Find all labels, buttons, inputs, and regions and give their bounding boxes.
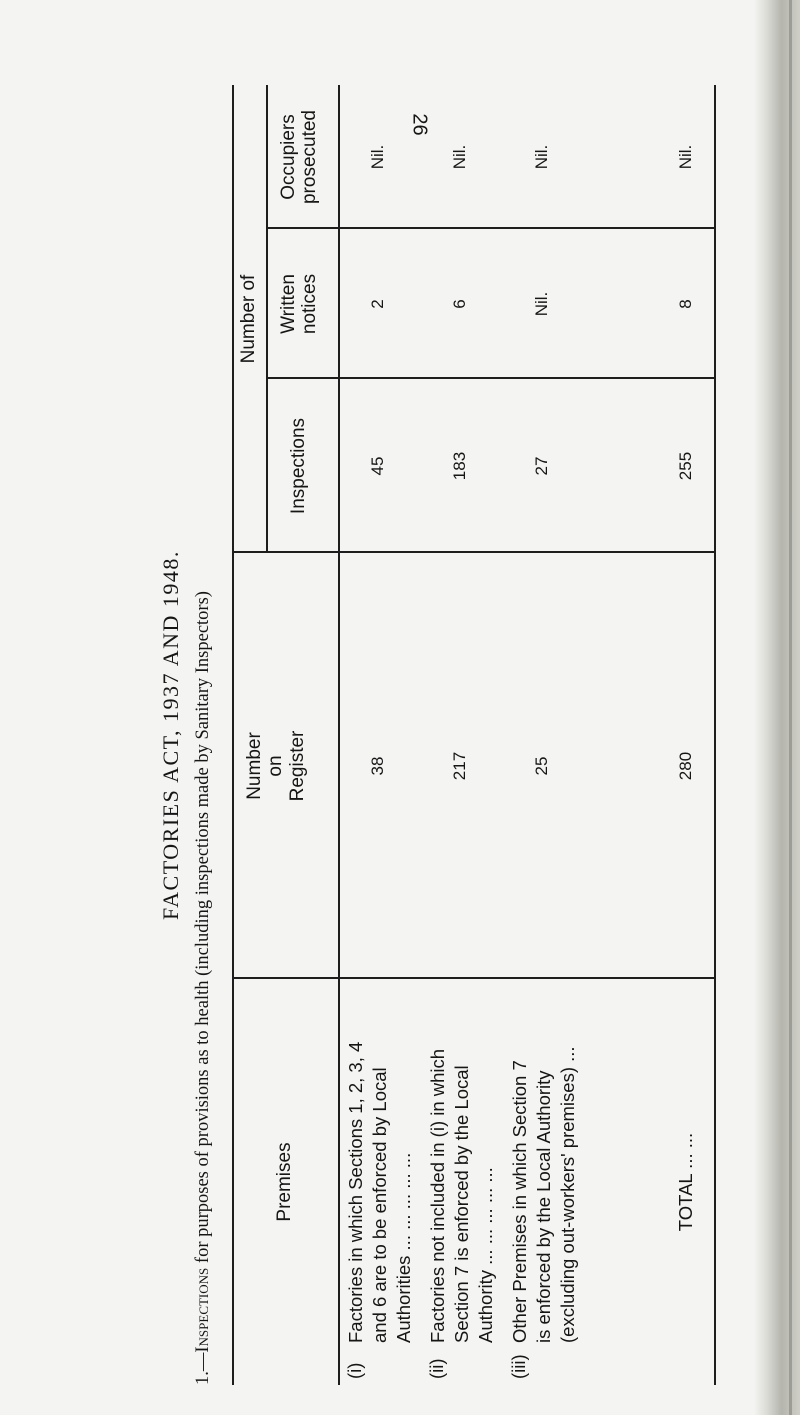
table-row-premises (344, 983, 424, 1379)
total-inspections: 255 (676, 451, 695, 481)
row-inspections: 45 (368, 456, 387, 476)
row-number-on-register: 38 (368, 756, 387, 776)
row-premises-text (426, 987, 498, 1343)
premises-line: Other Premises in which Section 7 (509, 1060, 530, 1343)
premises-line: Section 7 is enforced by the Local (451, 1065, 472, 1343)
header-inspections: Inspections (288, 417, 309, 515)
row-written-notices: 2 (368, 299, 387, 309)
row-index: (ii) (426, 1358, 447, 1379)
premises-line: (excluding out-workers' premises) ... (557, 1046, 578, 1343)
premises-line: and 6 are to be enforced by Local (369, 1067, 390, 1343)
premises-line: is enforced by the Local Authority (533, 1070, 554, 1343)
subheading-rest: for purposes of provisions as to health (including inspections made by Sanitary Inspectors) (193, 591, 213, 1268)
page-heading: FACTORIES ACT, 1937 AND 1948. (158, 550, 183, 920)
header-register-line-1: Number (244, 732, 265, 800)
total-number-on-register: 280 (676, 751, 695, 781)
row-premises-text (344, 987, 416, 1343)
subheading-title: Inspections (193, 1267, 213, 1353)
row-premises-text (508, 987, 580, 1343)
total-label: TOTAL ... ... (675, 1132, 696, 1232)
header-notices-line-1: Written (278, 274, 299, 334)
page-number: 26 (408, 113, 431, 136)
row-written-notices: 6 (450, 299, 469, 309)
inspections-table (232, 85, 716, 1385)
total-written-notices: 8 (676, 299, 695, 309)
subheading-prefix: 1.— (193, 1352, 213, 1385)
header-occupiers-prosecuted (278, 85, 321, 229)
header-notices-line-2: notices (299, 273, 321, 335)
table-row-premises (508, 983, 588, 1379)
row-written-notices: Nil. (532, 291, 551, 317)
table-top-rule (232, 85, 234, 1385)
row-occupiers-prosecuted: Nil. (368, 144, 387, 170)
row-number-on-register: 217 (450, 751, 469, 781)
rotated-page-content (156, 85, 716, 1385)
column-rule-notices (266, 228, 716, 230)
row-index: (iii) (508, 1354, 529, 1379)
page-edge-shadow (754, 0, 800, 1415)
header-register-line-3: Register (286, 730, 308, 802)
table-bottom-rule (714, 85, 716, 1385)
table-header-rule (338, 85, 340, 1385)
row-number-on-register: 25 (532, 756, 551, 776)
header-register-line-2: on (265, 755, 287, 777)
header-occupiers-line-1: Occupiers (278, 114, 299, 200)
column-rule-inspections (266, 378, 716, 380)
header-written-notices (278, 229, 321, 379)
number-of-underline (266, 85, 268, 553)
page-edge-line (789, 0, 792, 1415)
row-occupiers-prosecuted: Nil. (450, 144, 469, 170)
premises-line: Authority ... ... ... ... ... (475, 1167, 496, 1343)
row-inspections: 183 (450, 451, 469, 481)
header-occupiers-line-2: prosecuted (299, 110, 321, 205)
row-occupiers-prosecuted: Nil. (532, 144, 551, 170)
premises-line: Authorities ... ... ... ... ... (393, 1152, 414, 1343)
premises-line: Factories in which Sections 1, 2, 3, 4 (345, 1041, 366, 1343)
header-premises: Premises (274, 1142, 295, 1222)
total-occupiers-prosecuted: Nil. (676, 144, 695, 170)
section-subheading (190, 85, 216, 1385)
premises-line: Factories not included in (i) in which (427, 1048, 448, 1343)
table-row-premises (426, 983, 506, 1379)
header-number-of: Number of (238, 274, 259, 364)
header-number-on-register (244, 553, 308, 979)
row-inspections: 27 (532, 456, 551, 476)
row-index: (i) (344, 1362, 365, 1379)
